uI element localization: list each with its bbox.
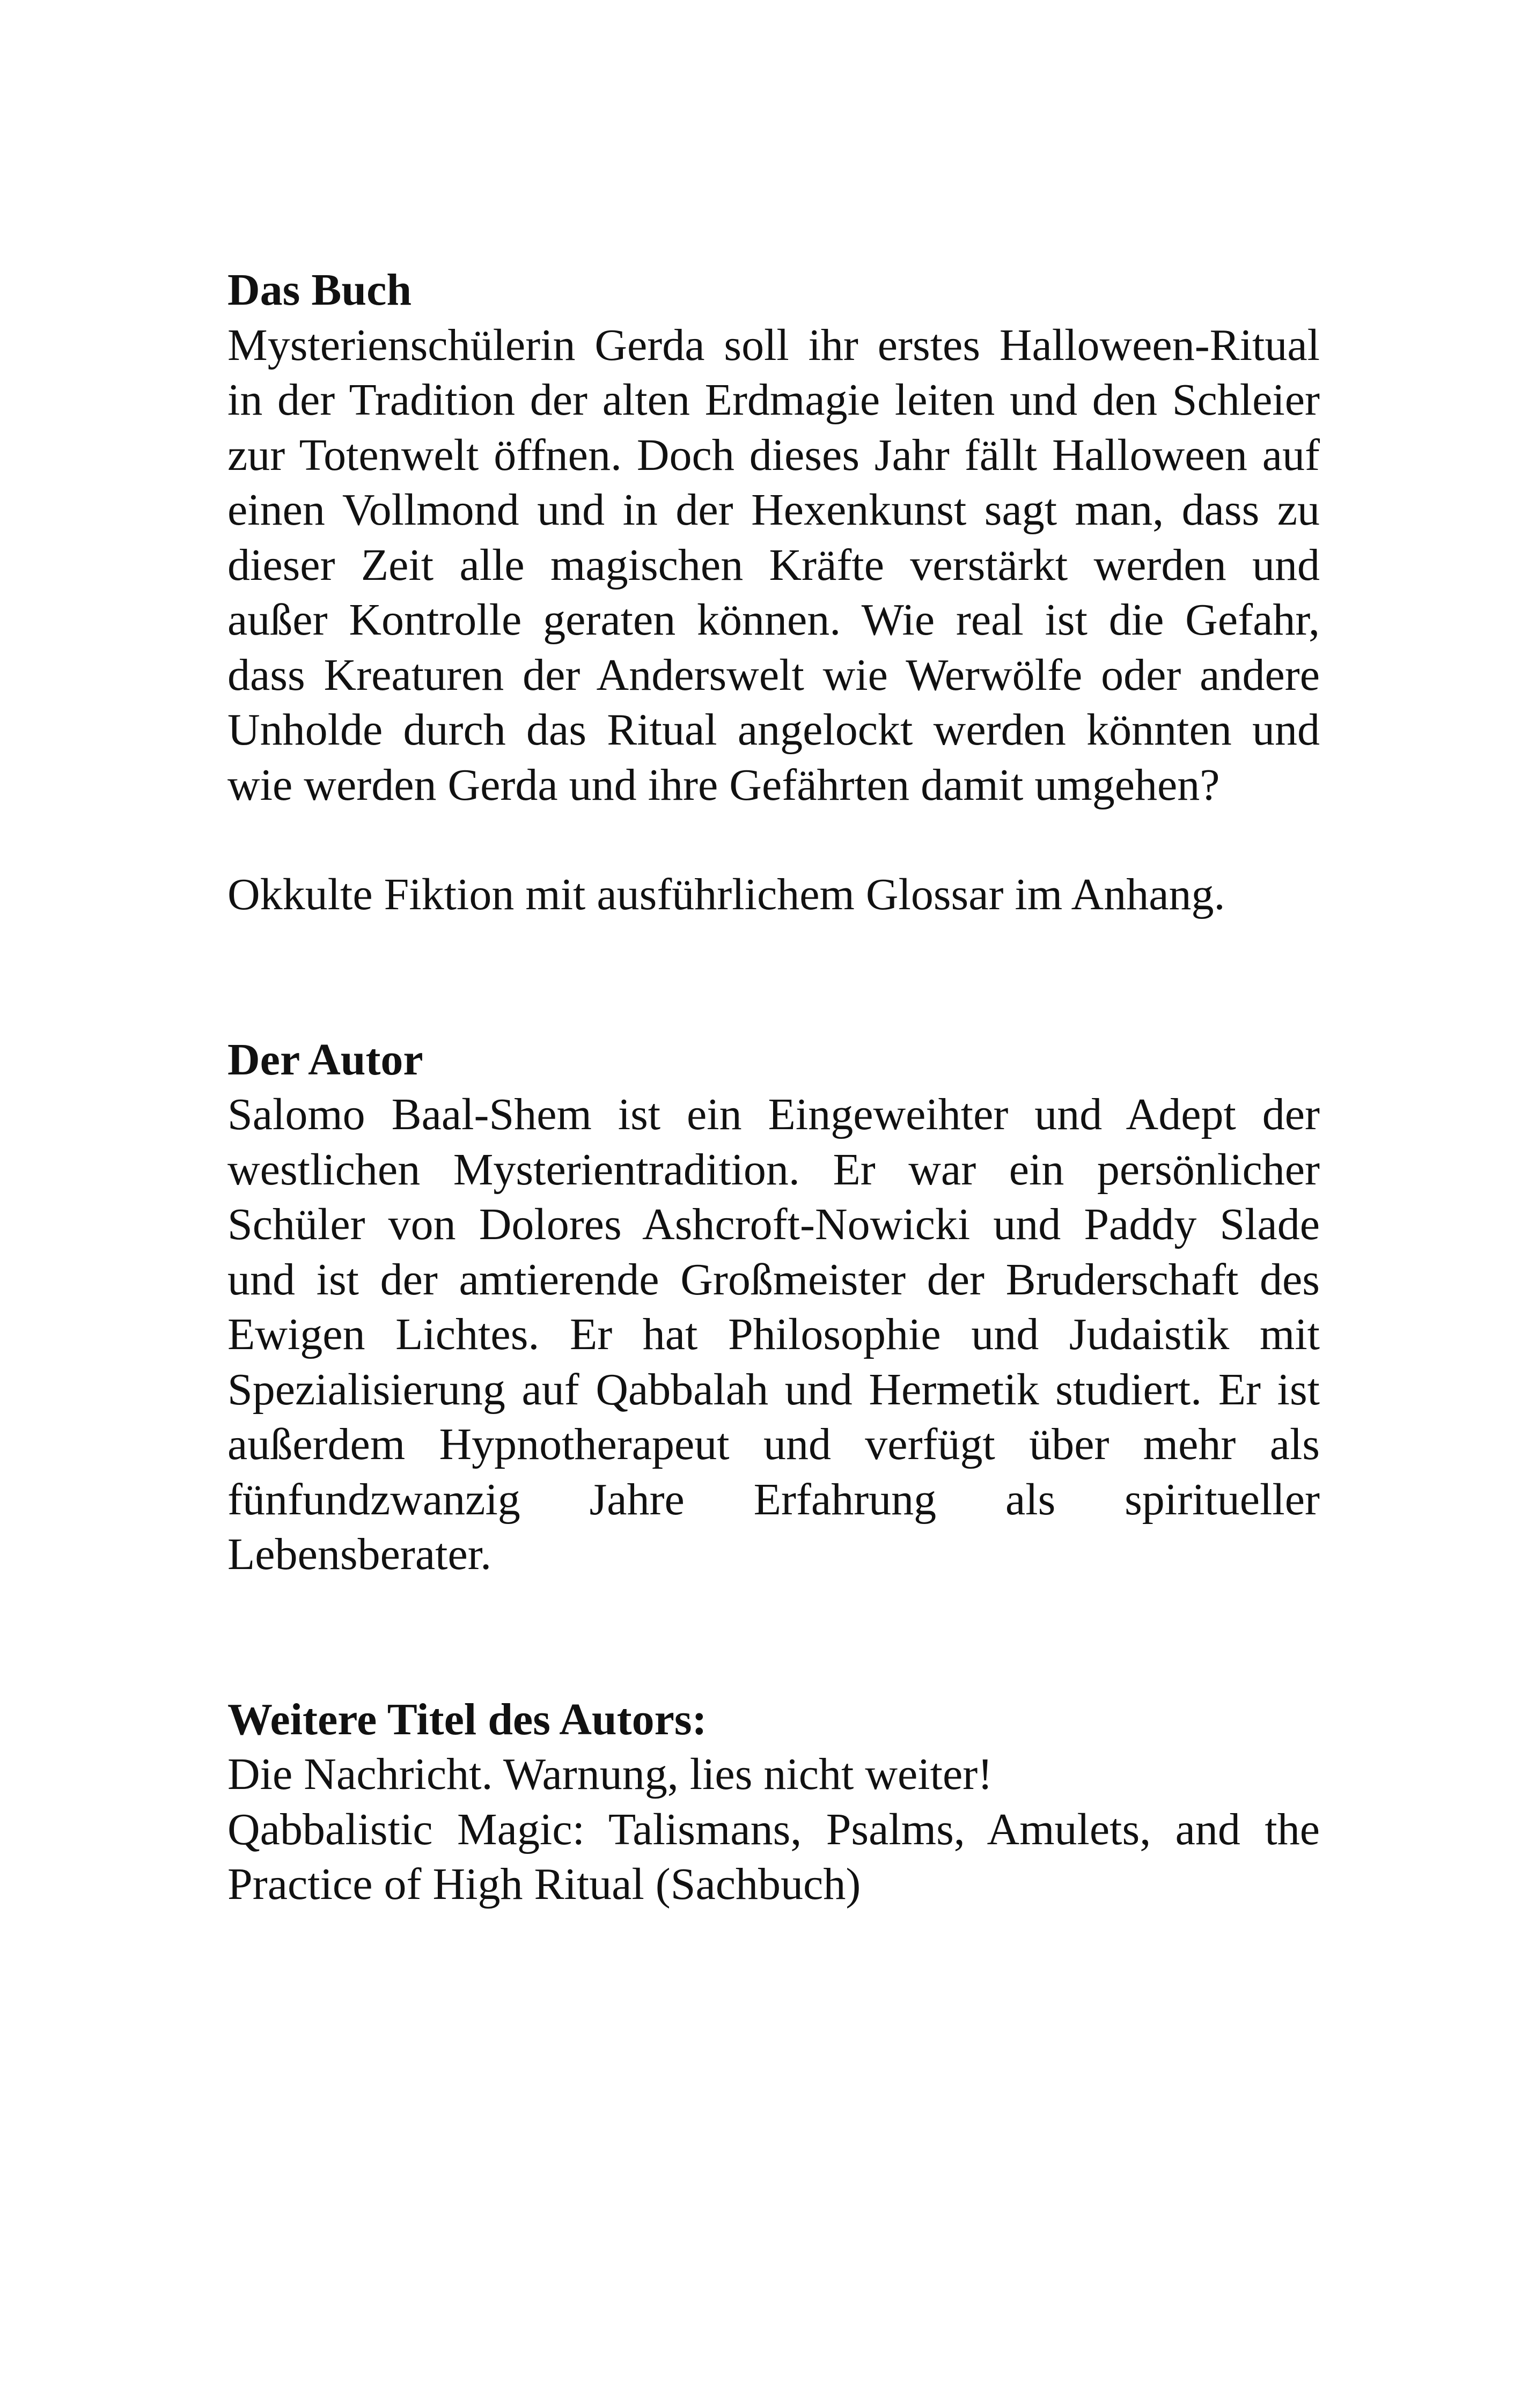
title-list-item: Qabbalistic Magic: Talismans, Psalms, Amulets, and the Practice of High Ritual (Sachbuch) [227, 1804, 1320, 1909]
author-section [227, 1033, 1320, 1582]
spacer [227, 813, 1320, 867]
title-list-item: Die Nachricht. Warnung, lies nicht weiter! [227, 1749, 993, 1799]
more-titles-section [227, 1692, 1320, 1912]
book-section [227, 263, 1320, 923]
spacer [227, 923, 1320, 1033]
book-genre-note: Okkulte Fiktion mit ausführlichem Glossar im Anhang. [227, 870, 1225, 919]
author-section-title: Der Autor [227, 1034, 423, 1085]
spacer [227, 1582, 1320, 1692]
book-description: Mysterienschülerin Gerda soll ihr erstes Halloween-Ritual in der Tradition der alten Erdmagie leiten und den Schleier zur Totenwelt öffnen. Doch dieses Jahr fällt Halloween auf einen Vollmond und in der Hexenkunst sagt man, dass zu dieser Zeit alle magischen Kräfte verstärkt werden und außer Kontrolle geraten können. Wie real ist die Gefahr, dass Kreaturen der Anderswelt wie Werwölfe oder andere Unholde durch das Ritual angelockt werden könnten und wie werden Gerda und ihre Gefährten damit umgehen? [227, 320, 1320, 810]
author-biography: Salomo Baal-Shem ist ein Eingeweihter und Adept der westlichen Mysterientradition. Er war ein persönlicher Schüler von Dolores Ashcroft-Nowicki und Paddy Slade und ist der amtierende Großmeister der Bruderschaft des Ewigen Lichtes. Er hat Philosophie und Judaistik mit Spezialisierung auf Qabbalah und Hermetik studiert. Er ist außerdem Hypnotherapeut und verfügt über mehr als fünfundzwanzig Jahre Erfahrung als spiritueller [227, 1089, 1320, 1525]
more-titles-heading: Weitere Titel des Autors: [227, 1694, 707, 1744]
book-section-title: Das Buch [227, 265, 412, 315]
page-content [227, 263, 1320, 1912]
author-biography-end: Lebensberater. [227, 1529, 492, 1579]
